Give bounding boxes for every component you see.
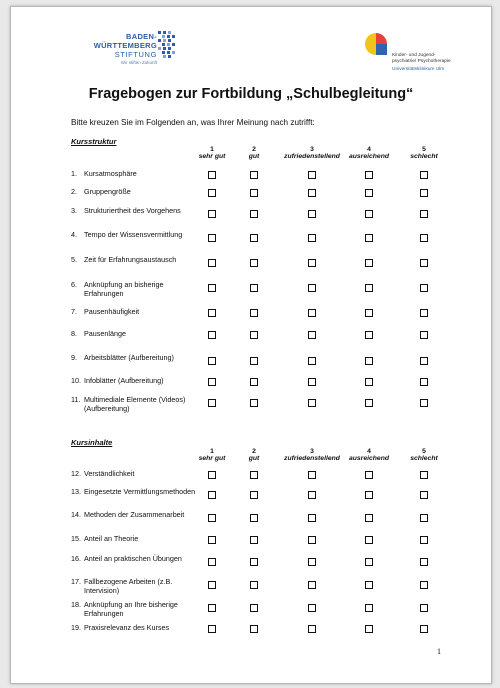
scale-label: gut xyxy=(248,455,260,462)
rating-checkbox-1[interactable] xyxy=(208,357,216,365)
rating-checkbox-3[interactable] xyxy=(308,471,316,479)
rating-checkbox-3[interactable] xyxy=(308,171,316,179)
rating-checkbox-1[interactable] xyxy=(208,331,216,339)
rating-checkbox-2[interactable] xyxy=(250,331,258,339)
rating-checkbox-5[interactable] xyxy=(420,399,428,407)
rating-checkbox-4[interactable] xyxy=(365,234,373,242)
rating-checkbox-5[interactable] xyxy=(420,210,428,218)
rating-checkbox-5[interactable] xyxy=(420,234,428,242)
question-number: 13. xyxy=(71,487,81,496)
question-number: 4. xyxy=(71,230,77,239)
rating-checkbox-5[interactable] xyxy=(420,514,428,522)
logo-left-line2: WÜRTTEMBERG xyxy=(93,41,157,50)
question-label: Verständlichkeit xyxy=(84,469,135,478)
question-number: 17. xyxy=(71,577,81,586)
document-page xyxy=(10,6,492,684)
pixel-grid-icon xyxy=(158,31,175,59)
rating-checkbox-5[interactable] xyxy=(420,625,428,633)
rating-checkbox-2[interactable] xyxy=(250,259,258,267)
baden-wuerttemberg-stiftung-logo xyxy=(75,29,175,69)
section-title-kursinhalte: Kursinhalte xyxy=(71,438,113,447)
rating-checkbox-5[interactable] xyxy=(420,378,428,386)
rating-checkbox-2[interactable] xyxy=(250,536,258,544)
clinic-emblem-icon xyxy=(363,31,389,57)
question-number: 8. xyxy=(71,329,77,338)
rating-checkbox-1[interactable] xyxy=(208,581,216,589)
rating-checkbox-2[interactable] xyxy=(250,378,258,386)
rating-checkbox-3[interactable] xyxy=(308,259,316,267)
page-title: Fragebogen zur Fortbildung „Schulbegleitung“ xyxy=(88,86,414,102)
rating-checkbox-4[interactable] xyxy=(365,399,373,407)
logo-right-line1: Kinder- und Jugend- xyxy=(392,53,436,58)
question-label: Kursatmosphäre xyxy=(84,169,137,178)
rating-checkbox-3[interactable] xyxy=(308,399,316,407)
rating-checkbox-3[interactable] xyxy=(308,536,316,544)
question-label: Multimediale Elemente (Videos) (Aufbereitung) xyxy=(84,395,186,413)
scale-number: 3 xyxy=(310,146,314,153)
scale-header-5 xyxy=(379,448,469,462)
rating-checkbox-1[interactable] xyxy=(208,284,216,292)
rating-checkbox-2[interactable] xyxy=(250,625,258,633)
question-number: 12. xyxy=(71,469,81,478)
question-number: 18. xyxy=(71,600,81,609)
rating-checkbox-5[interactable] xyxy=(420,331,428,339)
rating-checkbox-4[interactable] xyxy=(365,625,373,633)
uniklinik-ulm-logo xyxy=(361,29,481,77)
scale-number: 1 xyxy=(210,146,214,153)
scale-number: 2 xyxy=(252,448,256,455)
question-number: 7. xyxy=(71,307,77,316)
rating-checkbox-4[interactable] xyxy=(365,259,373,267)
rating-checkbox-4[interactable] xyxy=(365,189,373,197)
rating-checkbox-4[interactable] xyxy=(365,284,373,292)
scale-number: 4 xyxy=(367,448,371,455)
scale-label: zufriedenstellend xyxy=(284,153,340,160)
question-number: 19. xyxy=(71,623,81,632)
logo-left-line3: STIFTUNG xyxy=(114,50,157,59)
question-label: Gruppengröße xyxy=(84,187,131,196)
question-label: Praxisrelevanz des Kurses xyxy=(84,623,170,632)
question-label: Anteil an praktischen Übungen xyxy=(84,554,182,563)
rating-checkbox-5[interactable] xyxy=(420,309,428,317)
scale-label: schlecht xyxy=(410,153,438,160)
rating-checkbox-3[interactable] xyxy=(308,234,316,242)
rating-checkbox-1[interactable] xyxy=(208,471,216,479)
question-label: Pausenlänge xyxy=(84,329,126,338)
rating-checkbox-4[interactable] xyxy=(365,309,373,317)
logo-right-line3: Universitätsklinikum Ulm xyxy=(392,67,445,72)
rating-checkbox-3[interactable] xyxy=(308,331,316,339)
rating-checkbox-2[interactable] xyxy=(250,189,258,197)
question-label: Fallbezogene Arbeiten (z.B. Intervision) xyxy=(84,577,173,595)
question-label: Strukturiertheit des Vorgehens xyxy=(84,206,181,215)
scale-label: sehr gut xyxy=(198,455,226,462)
rating-checkbox-2[interactable] xyxy=(250,581,258,589)
question-label: Methoden der Zusammenarbeit xyxy=(84,510,185,519)
rating-checkbox-4[interactable] xyxy=(365,357,373,365)
rating-checkbox-1[interactable] xyxy=(208,210,216,218)
rating-checkbox-4[interactable] xyxy=(365,378,373,386)
rating-checkbox-5[interactable] xyxy=(420,604,428,612)
rating-checkbox-5[interactable] xyxy=(420,581,428,589)
rating-checkbox-4[interactable] xyxy=(365,536,373,544)
rating-checkbox-3[interactable] xyxy=(308,210,316,218)
rating-checkbox-4[interactable] xyxy=(365,558,373,566)
question-label: Anknüpfung an bisherige Erfahrungen xyxy=(84,280,164,298)
rating-checkbox-5[interactable] xyxy=(420,558,428,566)
scale-number: 4 xyxy=(367,146,371,153)
rating-checkbox-5[interactable] xyxy=(420,471,428,479)
question-number: 5. xyxy=(71,255,77,264)
rating-checkbox-5[interactable] xyxy=(420,259,428,267)
scale-number: 1 xyxy=(210,448,214,455)
question-label: Infoblätter (Aufbereitung) xyxy=(84,376,164,385)
rating-checkbox-3[interactable] xyxy=(308,357,316,365)
rating-checkbox-1[interactable] xyxy=(208,514,216,522)
question-label: Anknüpfung an Ihre bisherige Erfahrungen xyxy=(84,600,178,618)
scale-label: sehr gut xyxy=(198,153,226,160)
page-number: 1 xyxy=(437,647,441,656)
rating-checkbox-1[interactable] xyxy=(208,171,216,179)
rating-checkbox-5[interactable] xyxy=(420,357,428,365)
question-number: 15. xyxy=(71,534,81,543)
rating-checkbox-1[interactable] xyxy=(208,625,216,633)
scale-label: ausreichend xyxy=(348,153,390,160)
question-label: Tempo der Wissensvermittlung xyxy=(84,230,183,239)
rating-checkbox-1[interactable] xyxy=(208,259,216,267)
rating-checkbox-4[interactable] xyxy=(365,171,373,179)
rating-checkbox-3[interactable] xyxy=(308,491,316,499)
rating-checkbox-2[interactable] xyxy=(250,171,258,179)
rating-checkbox-1[interactable] xyxy=(208,189,216,197)
rating-checkbox-3[interactable] xyxy=(308,558,316,566)
rating-checkbox-2[interactable] xyxy=(250,234,258,242)
question-label: Anteil an Theorie xyxy=(84,534,139,543)
rating-checkbox-1[interactable] xyxy=(208,536,216,544)
rating-checkbox-3[interactable] xyxy=(308,189,316,197)
scale-number: 3 xyxy=(310,448,314,455)
scale-label: zufriedenstellend xyxy=(284,455,340,462)
rating-checkbox-1[interactable] xyxy=(208,604,216,612)
rating-checkbox-4[interactable] xyxy=(365,471,373,479)
rating-checkbox-2[interactable] xyxy=(250,604,258,612)
question-number: 11. xyxy=(71,395,81,404)
rating-checkbox-1[interactable] xyxy=(208,234,216,242)
question-label: Eingesetzte Vermittlungsmethoden xyxy=(84,487,196,496)
scale-number: 2 xyxy=(252,146,256,153)
rating-checkbox-1[interactable] xyxy=(208,399,216,407)
logo-left-line1: BADEN- xyxy=(126,32,157,41)
rating-checkbox-5[interactable] xyxy=(420,189,428,197)
rating-checkbox-5[interactable] xyxy=(420,171,428,179)
rating-checkbox-2[interactable] xyxy=(250,284,258,292)
rating-checkbox-2[interactable] xyxy=(250,399,258,407)
rating-checkbox-4[interactable] xyxy=(365,331,373,339)
rating-checkbox-3[interactable] xyxy=(308,625,316,633)
intro-text: Bitte kreuzen Sie im Folgenden an, was Ihrer Meinung nach zutrifft: xyxy=(71,118,315,127)
rating-checkbox-1[interactable] xyxy=(208,309,216,317)
rating-checkbox-3[interactable] xyxy=(308,604,316,612)
rating-checkbox-1[interactable] xyxy=(208,491,216,499)
section-title-kursstruktur: Kursstruktur xyxy=(71,137,117,146)
rating-checkbox-3[interactable] xyxy=(308,284,316,292)
rating-checkbox-3[interactable] xyxy=(308,309,316,317)
question-number: 3. xyxy=(71,206,77,215)
scale-number: 5 xyxy=(422,448,426,455)
rating-checkbox-2[interactable] xyxy=(250,558,258,566)
rating-checkbox-1[interactable] xyxy=(208,558,216,566)
question-number: 1. xyxy=(71,169,77,178)
scale-header-5 xyxy=(379,146,469,160)
question-number: 14. xyxy=(71,510,81,519)
question-label: Arbeitsblätter (Aufbereitung) xyxy=(84,353,174,362)
rating-checkbox-3[interactable] xyxy=(308,514,316,522)
rating-checkbox-2[interactable] xyxy=(250,514,258,522)
rating-checkbox-2[interactable] xyxy=(250,357,258,365)
logo-right-line2: psychiatrie/ Psychotherapie xyxy=(392,59,451,64)
rating-checkbox-2[interactable] xyxy=(250,471,258,479)
rating-checkbox-2[interactable] xyxy=(250,491,258,499)
question-label: Zeit für Erfahrungsaustausch xyxy=(84,255,177,264)
rating-checkbox-2[interactable] xyxy=(250,309,258,317)
scale-label: schlecht xyxy=(410,455,438,462)
rating-checkbox-3[interactable] xyxy=(308,378,316,386)
scale-label: ausreichend xyxy=(348,455,390,462)
question-number: 16. xyxy=(71,554,81,563)
rating-checkbox-2[interactable] xyxy=(250,210,258,218)
question-number: 10. xyxy=(71,376,81,385)
rating-checkbox-4[interactable] xyxy=(365,210,373,218)
rating-checkbox-5[interactable] xyxy=(420,536,428,544)
rating-checkbox-4[interactable] xyxy=(365,491,373,499)
question-label: Pausenhäufigkeit xyxy=(84,307,140,316)
rating-checkbox-4[interactable] xyxy=(365,604,373,612)
scale-label: gut xyxy=(248,153,260,160)
question-number: 2. xyxy=(71,187,77,196)
rating-checkbox-4[interactable] xyxy=(365,514,373,522)
question-number: 9. xyxy=(71,353,77,362)
logo-left-line4: Wir stiften Zukunft xyxy=(120,60,157,65)
scale-number: 5 xyxy=(422,146,426,153)
rating-checkbox-3[interactable] xyxy=(308,581,316,589)
question-number: 6. xyxy=(71,280,77,289)
rating-checkbox-4[interactable] xyxy=(365,581,373,589)
rating-checkbox-1[interactable] xyxy=(208,378,216,386)
rating-checkbox-5[interactable] xyxy=(420,491,428,499)
rating-checkbox-5[interactable] xyxy=(420,284,428,292)
